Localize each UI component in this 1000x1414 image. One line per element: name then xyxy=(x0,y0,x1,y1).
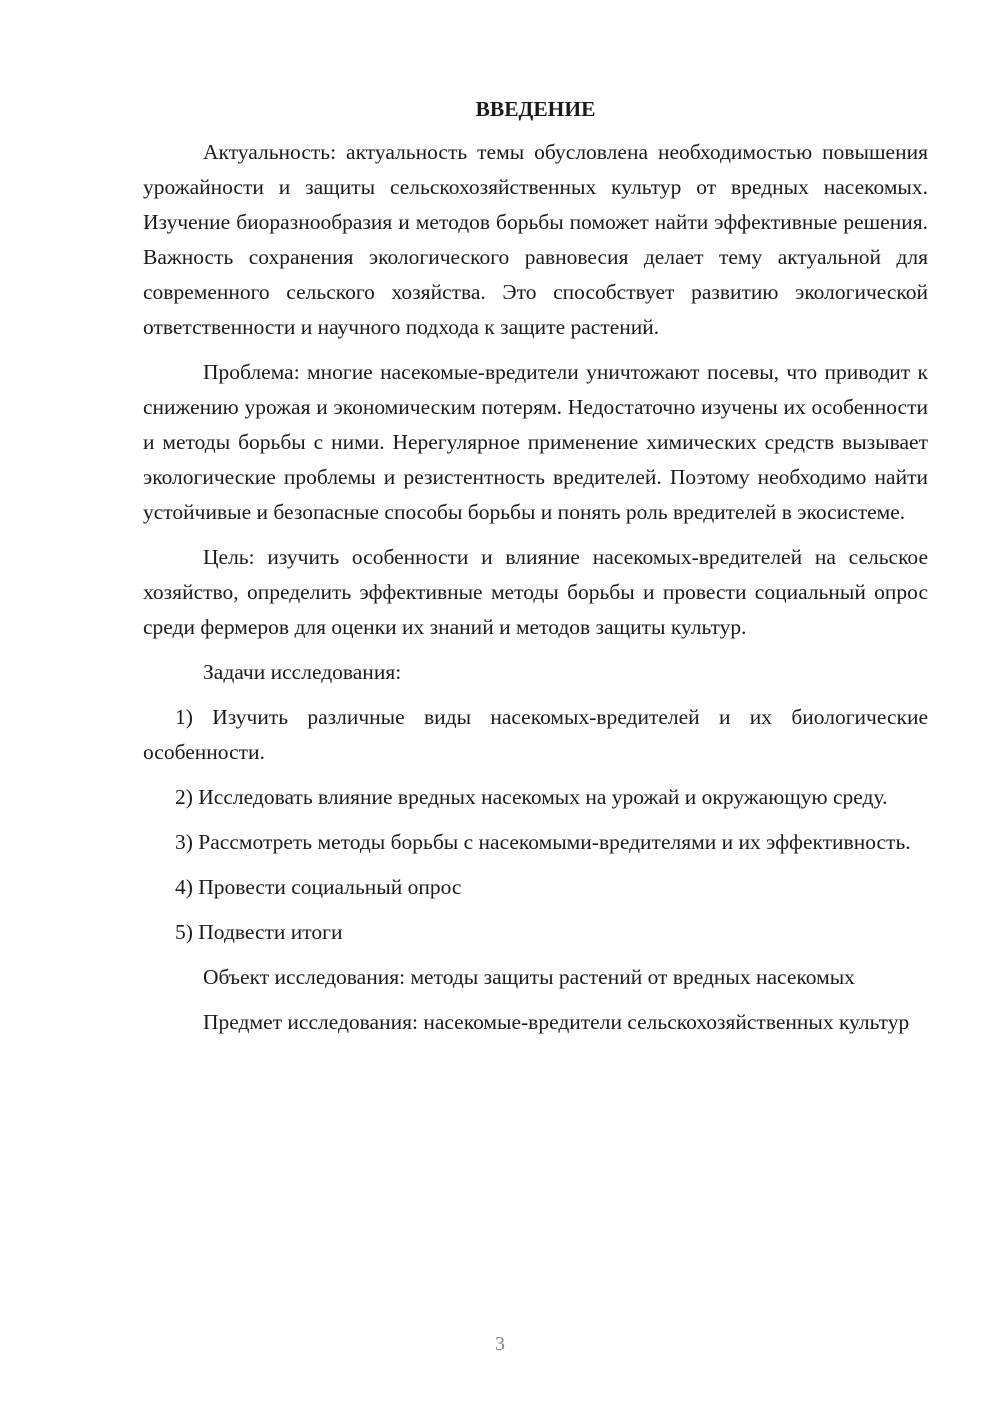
goal-paragraph: Цель: изучить особенности и влияние насекомых-вредителей на сельское хозяйство, определить эффективные методы борьбы и провести социальный опрос среди фермеров для оценки их знаний и методов защиты культур. xyxy=(143,545,928,639)
page-body xyxy=(143,92,928,1050)
tasks-heading: Задачи исследования: xyxy=(203,660,402,684)
subject-paragraph: Предмет исследования: насекомые-вредители сельскохозяйственных культур xyxy=(203,1010,910,1034)
problem-paragraph: Проблема: многие насекомые-вредители уничтожают посевы, что приводит к снижению урожая и экономическим потерям. Недостаточно изучены их особенности и методы борьбы с ними. Нерегулярное применение химических средств вызывает экологические проблемы и резистентность вредителей. Поэтому необходимо найти устойчивые и безопасные способы борьбы и понять роль вредителей в экосистеме. xyxy=(143,360,928,524)
task-item-3: 3) Рассмотреть методы борьбы с насекомыми-вредителями и их эффективность. xyxy=(175,830,911,854)
task-item-1: 1) Изучить различные виды насекомых-вредителей и их биологические особенности. xyxy=(143,705,928,764)
page-title: ВВЕДЕНИЕ xyxy=(475,97,596,121)
task-item-5: 5) Подвести итоги xyxy=(175,920,343,944)
task-item-4: 4) Провести социальный опрос xyxy=(175,875,462,899)
task-item-2: 2) Исследовать влияние вредных насекомых на урожай и окружающую среду. xyxy=(175,785,888,809)
page-number: 3 xyxy=(495,1333,505,1355)
relevance-paragraph: Актуальность: актуальность темы обусловлена необходимостью повышения урожайности и защиты сельскохозяйственных культур от вредных насекомых. Изучение биоразнообразия и методов борьбы поможет найти эффективные решения. Важность сохранения экологического равновесия делает тему актуальной для современного сельского хозяйства. Это способствует развитию экологической ответственности и научного подхода к защите растений. xyxy=(143,140,928,339)
object-paragraph: Объект исследования: методы защиты растений от вредных насекомых xyxy=(203,965,855,989)
